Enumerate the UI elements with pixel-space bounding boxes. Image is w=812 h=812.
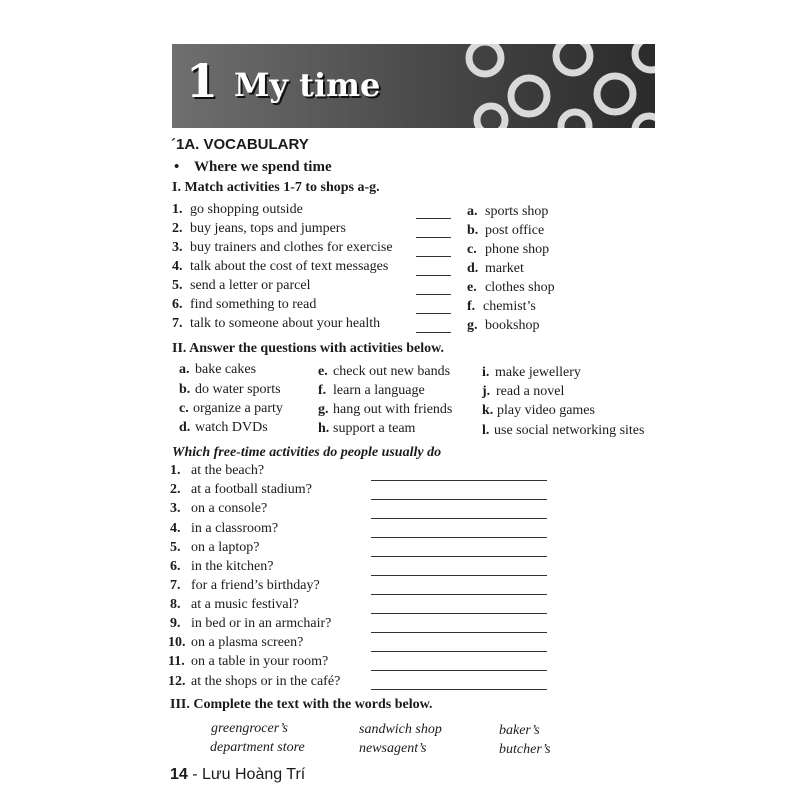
option-text: hang out with friends [333, 402, 453, 417]
answer-line[interactable] [371, 594, 547, 595]
option-letter: b. [179, 382, 191, 397]
item-number: 1. [170, 463, 181, 478]
answer-blank[interactable] [416, 237, 451, 238]
activity-number: 5. [172, 278, 183, 293]
answer-line[interactable] [371, 670, 547, 671]
answer-blank[interactable] [416, 256, 451, 257]
shop-text: phone shop [485, 242, 550, 257]
item-number: 11. [168, 654, 185, 669]
option-text: do water sports [195, 382, 281, 397]
activity-text: find something to read [190, 297, 317, 312]
shop-text: bookshop [485, 318, 540, 333]
shop-text: clothes shop [485, 280, 555, 295]
footer-author: Lưu Hoàng Trí [202, 766, 306, 783]
option-letter: d. [179, 420, 191, 435]
option-text: organize a party [193, 401, 283, 416]
option-text: support a team [333, 421, 416, 436]
word-item: department store [210, 740, 305, 755]
answer-line[interactable] [371, 537, 547, 538]
shop-letter: a. [467, 204, 478, 219]
word-item: baker’s [499, 723, 540, 738]
answer-blank[interactable] [416, 332, 451, 333]
answer-blank[interactable] [416, 218, 451, 219]
page-number: 14 [170, 766, 188, 783]
activity-number: 6. [172, 297, 183, 312]
item-number: 5. [170, 540, 181, 555]
item-text: at a football stadium? [191, 482, 312, 497]
shop-letter: f. [467, 299, 476, 314]
shop-text: post office [485, 223, 545, 238]
option-letter: a. [179, 362, 190, 377]
answer-line[interactable] [371, 613, 547, 614]
word-item: butcher’s [499, 742, 551, 757]
activity-number: 3. [172, 240, 183, 255]
option-letter: e. [318, 364, 328, 379]
option-text: play video games [497, 403, 595, 418]
answer-line[interactable] [371, 689, 547, 690]
activity-text: buy trainers and clothes for exercise [190, 240, 393, 255]
item-number: 10. [168, 635, 186, 650]
exercise-3-title: III. Complete the text with the words below. [170, 697, 433, 712]
chapter-banner [172, 44, 655, 128]
shop-text: chemist’s [483, 299, 536, 314]
item-text: on a table in your room? [191, 654, 329, 669]
bullet: • [174, 159, 180, 175]
item-text: at the beach? [191, 463, 265, 478]
activity-text: go shopping outside [190, 202, 303, 217]
item-text: on a plasma screen? [191, 635, 304, 650]
shop-text: market [485, 261, 524, 276]
shop-letter: g. [467, 318, 478, 333]
item-number: 4. [170, 521, 181, 536]
exercise-1-title: I. Match activities 1-7 to shops a-g. [172, 180, 380, 195]
option-letter: k. [482, 403, 494, 418]
option-letter: l. [482, 423, 490, 438]
activity-number: 4. [172, 259, 183, 274]
activity-number: 1. [172, 202, 183, 217]
option-text: read a novel [496, 384, 565, 399]
shop-letter: b. [467, 223, 479, 238]
answer-blank[interactable] [416, 313, 451, 314]
item-number: 12. [168, 674, 186, 689]
exercise-2-question: Which free-time activities do people usually do [172, 445, 442, 460]
option-letter: i. [482, 365, 490, 380]
answer-line[interactable] [371, 518, 547, 519]
answer-line[interactable] [371, 575, 547, 576]
item-number: 7. [170, 578, 181, 593]
item-text: for a friend’s birthday? [191, 578, 320, 593]
answer-line[interactable] [371, 632, 547, 633]
word-item: newsagent’s [359, 741, 427, 756]
chapter-number: 1 [186, 54, 219, 108]
item-text: on a console? [191, 501, 268, 516]
activity-text: send a letter or parcel [190, 278, 311, 293]
item-text: at the shops or in the café? [191, 674, 341, 689]
option-text: watch DVDs [195, 420, 268, 435]
item-text: in the kitchen? [191, 559, 274, 574]
answer-blank[interactable] [416, 275, 451, 276]
word-item: greengrocer’s [211, 721, 288, 736]
option-text: make jewellery [495, 365, 581, 380]
answer-blank[interactable] [416, 294, 451, 295]
shop-letter: c. [467, 242, 477, 257]
item-number: 6. [170, 559, 181, 574]
item-number: 2. [170, 482, 181, 497]
footer-separator: - [192, 766, 198, 783]
item-number: 9. [170, 616, 181, 631]
activity-number: 7. [172, 316, 183, 331]
item-text: in a classroom? [191, 521, 279, 536]
activity-text: talk to someone about your health [190, 316, 381, 331]
option-text: use social networking sites [494, 423, 645, 438]
item-text: at a music festival? [191, 597, 299, 612]
activity-number: 2. [172, 221, 183, 236]
page-footer [170, 766, 305, 784]
item-number: 8. [170, 597, 181, 612]
option-letter: j. [482, 384, 491, 399]
section-subtitle: Where we spend time [194, 159, 332, 175]
exercise-2-title: II. Answer the questions with activities below. [172, 341, 444, 356]
item-text: in bed or in an armchair? [191, 616, 332, 631]
option-letter: c. [179, 401, 189, 416]
activity-text: buy jeans, tops and jumpers [190, 221, 346, 236]
activity-text: talk about the cost of text messages [190, 259, 389, 274]
shop-letter: e. [467, 280, 477, 295]
option-text: learn a language [333, 383, 425, 398]
option-text: check out new bands [333, 364, 451, 379]
decorative-swirl-pattern [455, 44, 655, 128]
answer-line[interactable] [371, 480, 547, 481]
option-letter: g. [318, 402, 329, 417]
word-item: sandwich shop [359, 722, 442, 737]
option-letter: h. [318, 421, 330, 436]
option-letter: f. [318, 383, 327, 398]
option-text: bake cakes [195, 362, 257, 377]
answer-line[interactable] [371, 556, 547, 557]
answer-line[interactable] [371, 499, 547, 500]
item-number: 3. [170, 501, 181, 516]
chapter-title: My time [234, 66, 381, 104]
answer-line[interactable] [371, 651, 547, 652]
shop-letter: d. [467, 261, 479, 276]
section-title: ´1A. VOCABULARY [171, 136, 309, 153]
item-text: on a laptop? [191, 540, 260, 555]
shop-text: sports shop [485, 204, 549, 219]
